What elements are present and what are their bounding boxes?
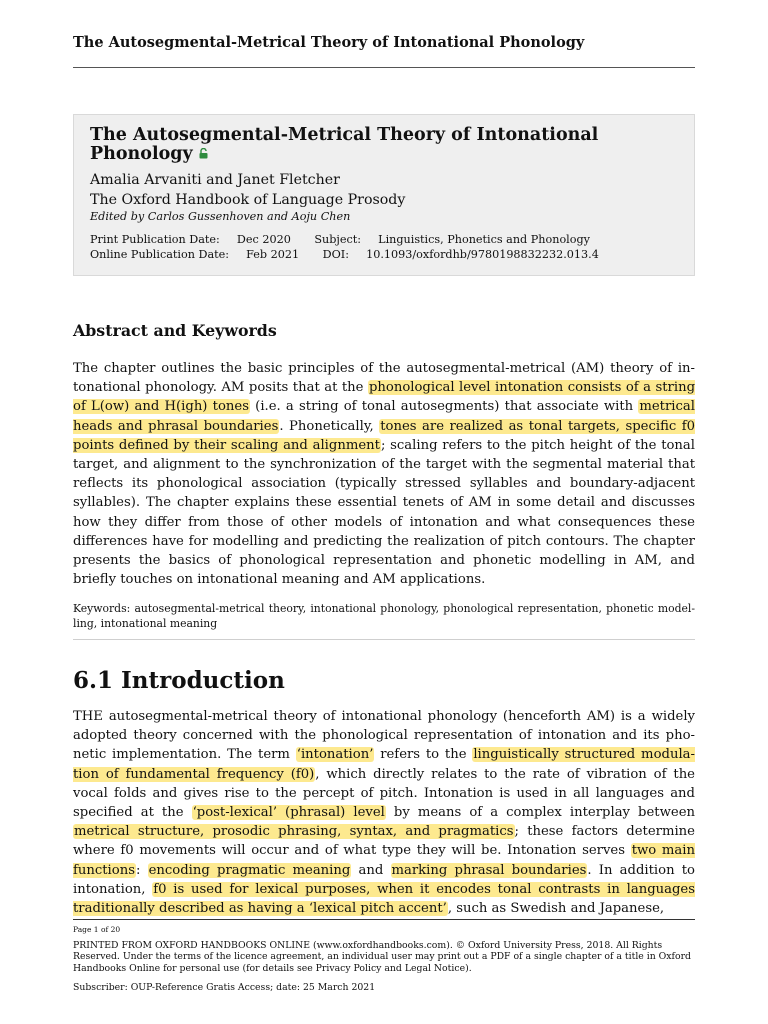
highlight: encoding pragmatic meaning xyxy=(148,862,351,878)
highlight: tones are realized as tonal targets, specific f0 points defined by their scaling and alignment xyxy=(73,418,696,453)
highlight: f0 is used for lexical purposes, when it encodes tonal contrasts in languages traditionally described as having a ‘lexical pitch accent’ xyxy=(73,881,696,917)
editors: Edited by Carlos Gussenhoven and Aoju Chen xyxy=(90,210,351,223)
highlight: ‘post-lexical’ (phrasal) level xyxy=(192,805,385,821)
chapter-info-box xyxy=(73,114,695,276)
abstract-paragraph: The chapter outlines the basic principles of the autosegmental-metrical (AM) theory of intonational phonology. AM posits that at the phonological level intonation consists of a string of L(ow) and H(igh) tones (i.e. a string of tonal autosegments) that associate with metrical heads and phrasal boundaries. Phonetically, tones are realized as tonal targets, specific f0 points defined by their scaling and alignment; scaling refers to the pitch height of the tonal target, and alignment to the synchronization of the target with the segmental material that reflects its phonological association (typically stressed syllables and boundary-adjacent syllables). The chapter explains these essential tenets of AM in some detail and discusses how they differ from those of other models of intonation and what consequences these differences have for modelling and predicting the realization of pitch contours. The chapter presents the basics of phonological representation and phonetic modelling in AM, and briefly touches on intonational meaning and AM applications. xyxy=(73,361,696,588)
footer-rule xyxy=(73,919,695,920)
authors: Amalia Arvaniti and Janet Fletcher xyxy=(90,172,340,188)
book-title: The Oxford Handbook of Language Prosody xyxy=(90,192,406,208)
highlight: phonological level intonation consists of a string of L(ow) and H(igh) tones xyxy=(73,380,696,415)
highlight: metrical heads and phrasal boundaries xyxy=(73,399,695,434)
copyright-notice: PRINTED FROM OXFORD HANDBOOKS ONLINE (www.oxfordhandbooks.com). © Oxford University Press, 2018. All Rights Reserved. Under the terms of the licence agreement, an individual user may print out a PDF of a single chapter of a title in Oxford Handbooks Online for personal use (for details see Privacy Policy and Legal Notice). xyxy=(73,940,691,974)
open-access-lock-icon xyxy=(199,145,208,164)
header-rule xyxy=(73,67,695,68)
section-heading: 6.1 Introduction xyxy=(73,667,285,694)
highlight: linguistically structured modulation of fundamental frequency (f0) xyxy=(73,747,695,782)
chapter-title xyxy=(90,126,678,164)
chapter-title-text: The Autosegmental-Metrical Theory of Intonational Phonology xyxy=(90,125,599,164)
highlight: ‘intonation’ xyxy=(296,747,374,763)
doi: DOI: 10.1093/oxfordhb/9780198832232.013.4 xyxy=(322,248,599,261)
keywords: Keywords: autosegmental-metrical theory, intonational phonology, phonological representation, phonetic modelling, intonational meaning xyxy=(73,602,695,630)
intro-paragraph: THE autosegmental-metrical theory of intonational phonology (henceforth AM) is a widely adopted theory concerned with the phonological representation of intonation and its phonetic implementation. The term ‘intonation’ refers to the linguistically structured modulation of fundamental frequency (f0), which directly relates to the rate of vibration of the vocal folds and gives rise to the percept of pitch. Intonation is used in all languages and specified at the ‘post-lexical’ (phrasal) level by means of a complex interplay between metrical structure, prosodic phrasing, syntax, and pragmatics; these factors determine where f0 movements will occur and of what type they will be. Intonation serves two main functions: encoding pragmatic meaning and marking phrasal boundaries. In addition to intonation, f0 is used for lexical purposes, when it encodes tonal contrasts in languages traditionally described as having a ‘lexical pitch accent’, such as Swedish and Japanese, xyxy=(73,709,696,917)
page-number: Page 1 of 20 xyxy=(73,925,121,934)
online-date: Online Publication Date: Feb 2021 xyxy=(90,248,300,261)
publication-meta xyxy=(90,232,678,262)
subscriber-info: Subscriber: OUP-Reference Gratis Access; date: 25 March 2021 xyxy=(73,982,376,993)
subject: Subject: Linguistics, Phonetics and Phonology xyxy=(314,233,590,246)
abstract-heading: Abstract and Keywords xyxy=(73,321,277,340)
running-header: The Autosegmental-Metrical Theory of Intonational Phonology xyxy=(73,34,585,51)
print-date: Print Publication Date: Dec 2020 xyxy=(90,233,291,246)
highlight: metrical structure, prosodic phrasing, syntax, and pragmatics xyxy=(74,824,514,840)
keywords-rule xyxy=(73,639,695,640)
highlight: two main functions xyxy=(73,843,695,878)
highlight: marking phrasal boundaries xyxy=(391,862,587,878)
